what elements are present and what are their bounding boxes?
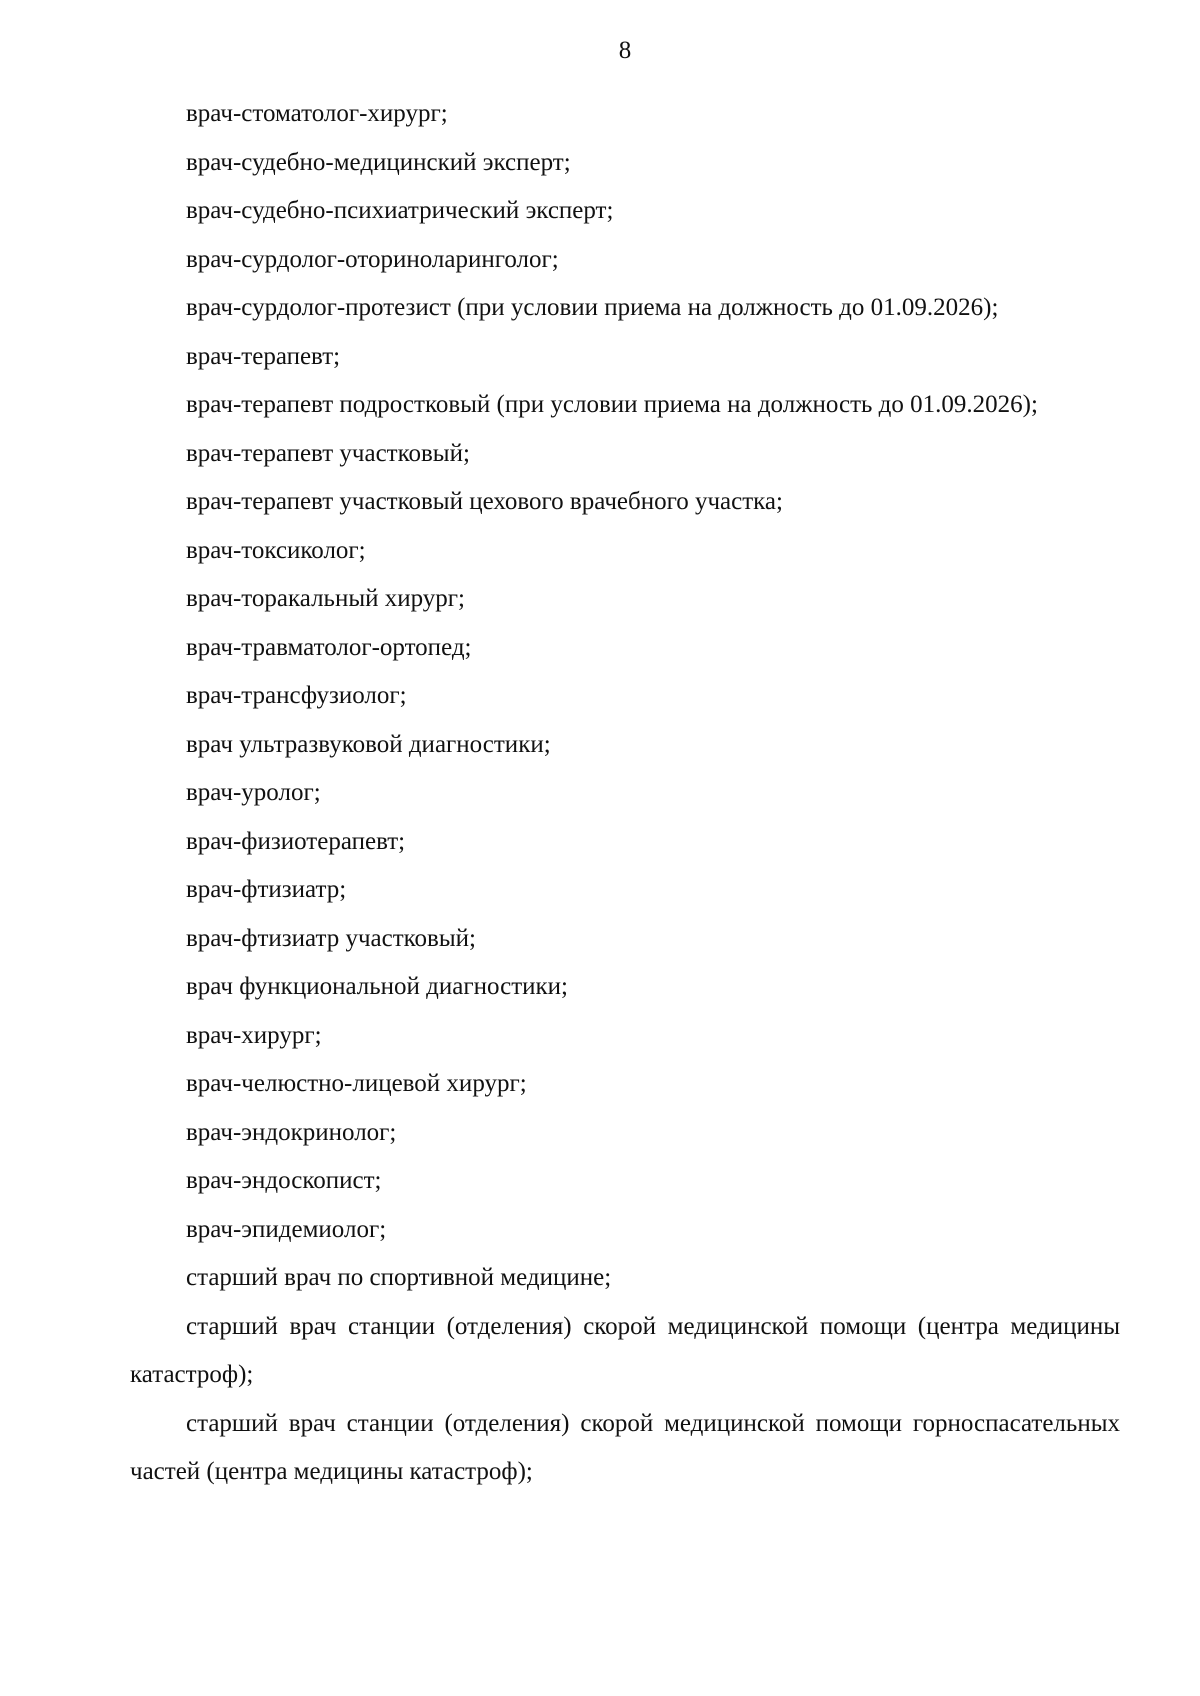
list-item: врач-физиотерапевт; bbox=[186, 827, 406, 855]
list-item: врач-фтизиатр участковый; bbox=[186, 924, 476, 952]
list-item: старший врач станции (отделения) скорой медицинской помощи (центра медицины катастроф); bbox=[130, 1312, 1120, 1388]
list-item: врач-терапевт участковый; bbox=[186, 439, 470, 467]
list-item: врач-трансфузиолог; bbox=[186, 682, 407, 709]
list-item: врач-токсиколог; bbox=[186, 536, 366, 564]
list-item: врач-челюстно-лицевой хирург; bbox=[186, 1070, 527, 1097]
list-item: врач-терапевт участковый цехового врачебного участка; bbox=[186, 488, 783, 515]
list-item: врач-хирург; bbox=[186, 1021, 322, 1049]
list-item: старший врач станции (отделения) скорой медицинской помощи горноспасательных частей (центра медицины катастроф); bbox=[130, 1409, 1120, 1485]
list-item: врач-уролог; bbox=[186, 779, 321, 806]
list-item: старший врач по спортивной медицине; bbox=[186, 1264, 612, 1291]
list-item: врач-фтизиатр; bbox=[186, 876, 347, 903]
list-item: врач-стоматолог-хирург; bbox=[186, 100, 448, 127]
list-item: врач-судебно-медицинский эксперт; bbox=[186, 148, 571, 176]
list-item: врач ультразвуковой диагностики; bbox=[186, 730, 551, 758]
position-list bbox=[130, 90, 1120, 1497]
list-item: врач-терапевт подростковый (при условии приема на должность до 01.09.2026); bbox=[186, 391, 1038, 418]
list-item: врач функциональной диагностики; bbox=[186, 973, 568, 1000]
list-item: врач-сурдолог-оториноларинголог; bbox=[186, 245, 559, 273]
list-item: врач-сурдолог-протезист (при условии приема на должность до 01.09.2026); bbox=[186, 294, 999, 321]
list-item: врач-терапевт; bbox=[186, 342, 341, 370]
list-item: врач-эпидемиолог; bbox=[186, 1215, 387, 1243]
list-item: врач-эндоскопист; bbox=[186, 1167, 382, 1194]
page-number: 8 bbox=[618, 37, 632, 64]
list-item: врач-эндокринолог; bbox=[186, 1118, 397, 1146]
list-item: врач-судебно-психиатрический эксперт; bbox=[186, 197, 614, 224]
list-item: врач-торакальный хирург; bbox=[186, 585, 466, 612]
list-item: врач-травматолог-ортопед; bbox=[186, 633, 472, 661]
